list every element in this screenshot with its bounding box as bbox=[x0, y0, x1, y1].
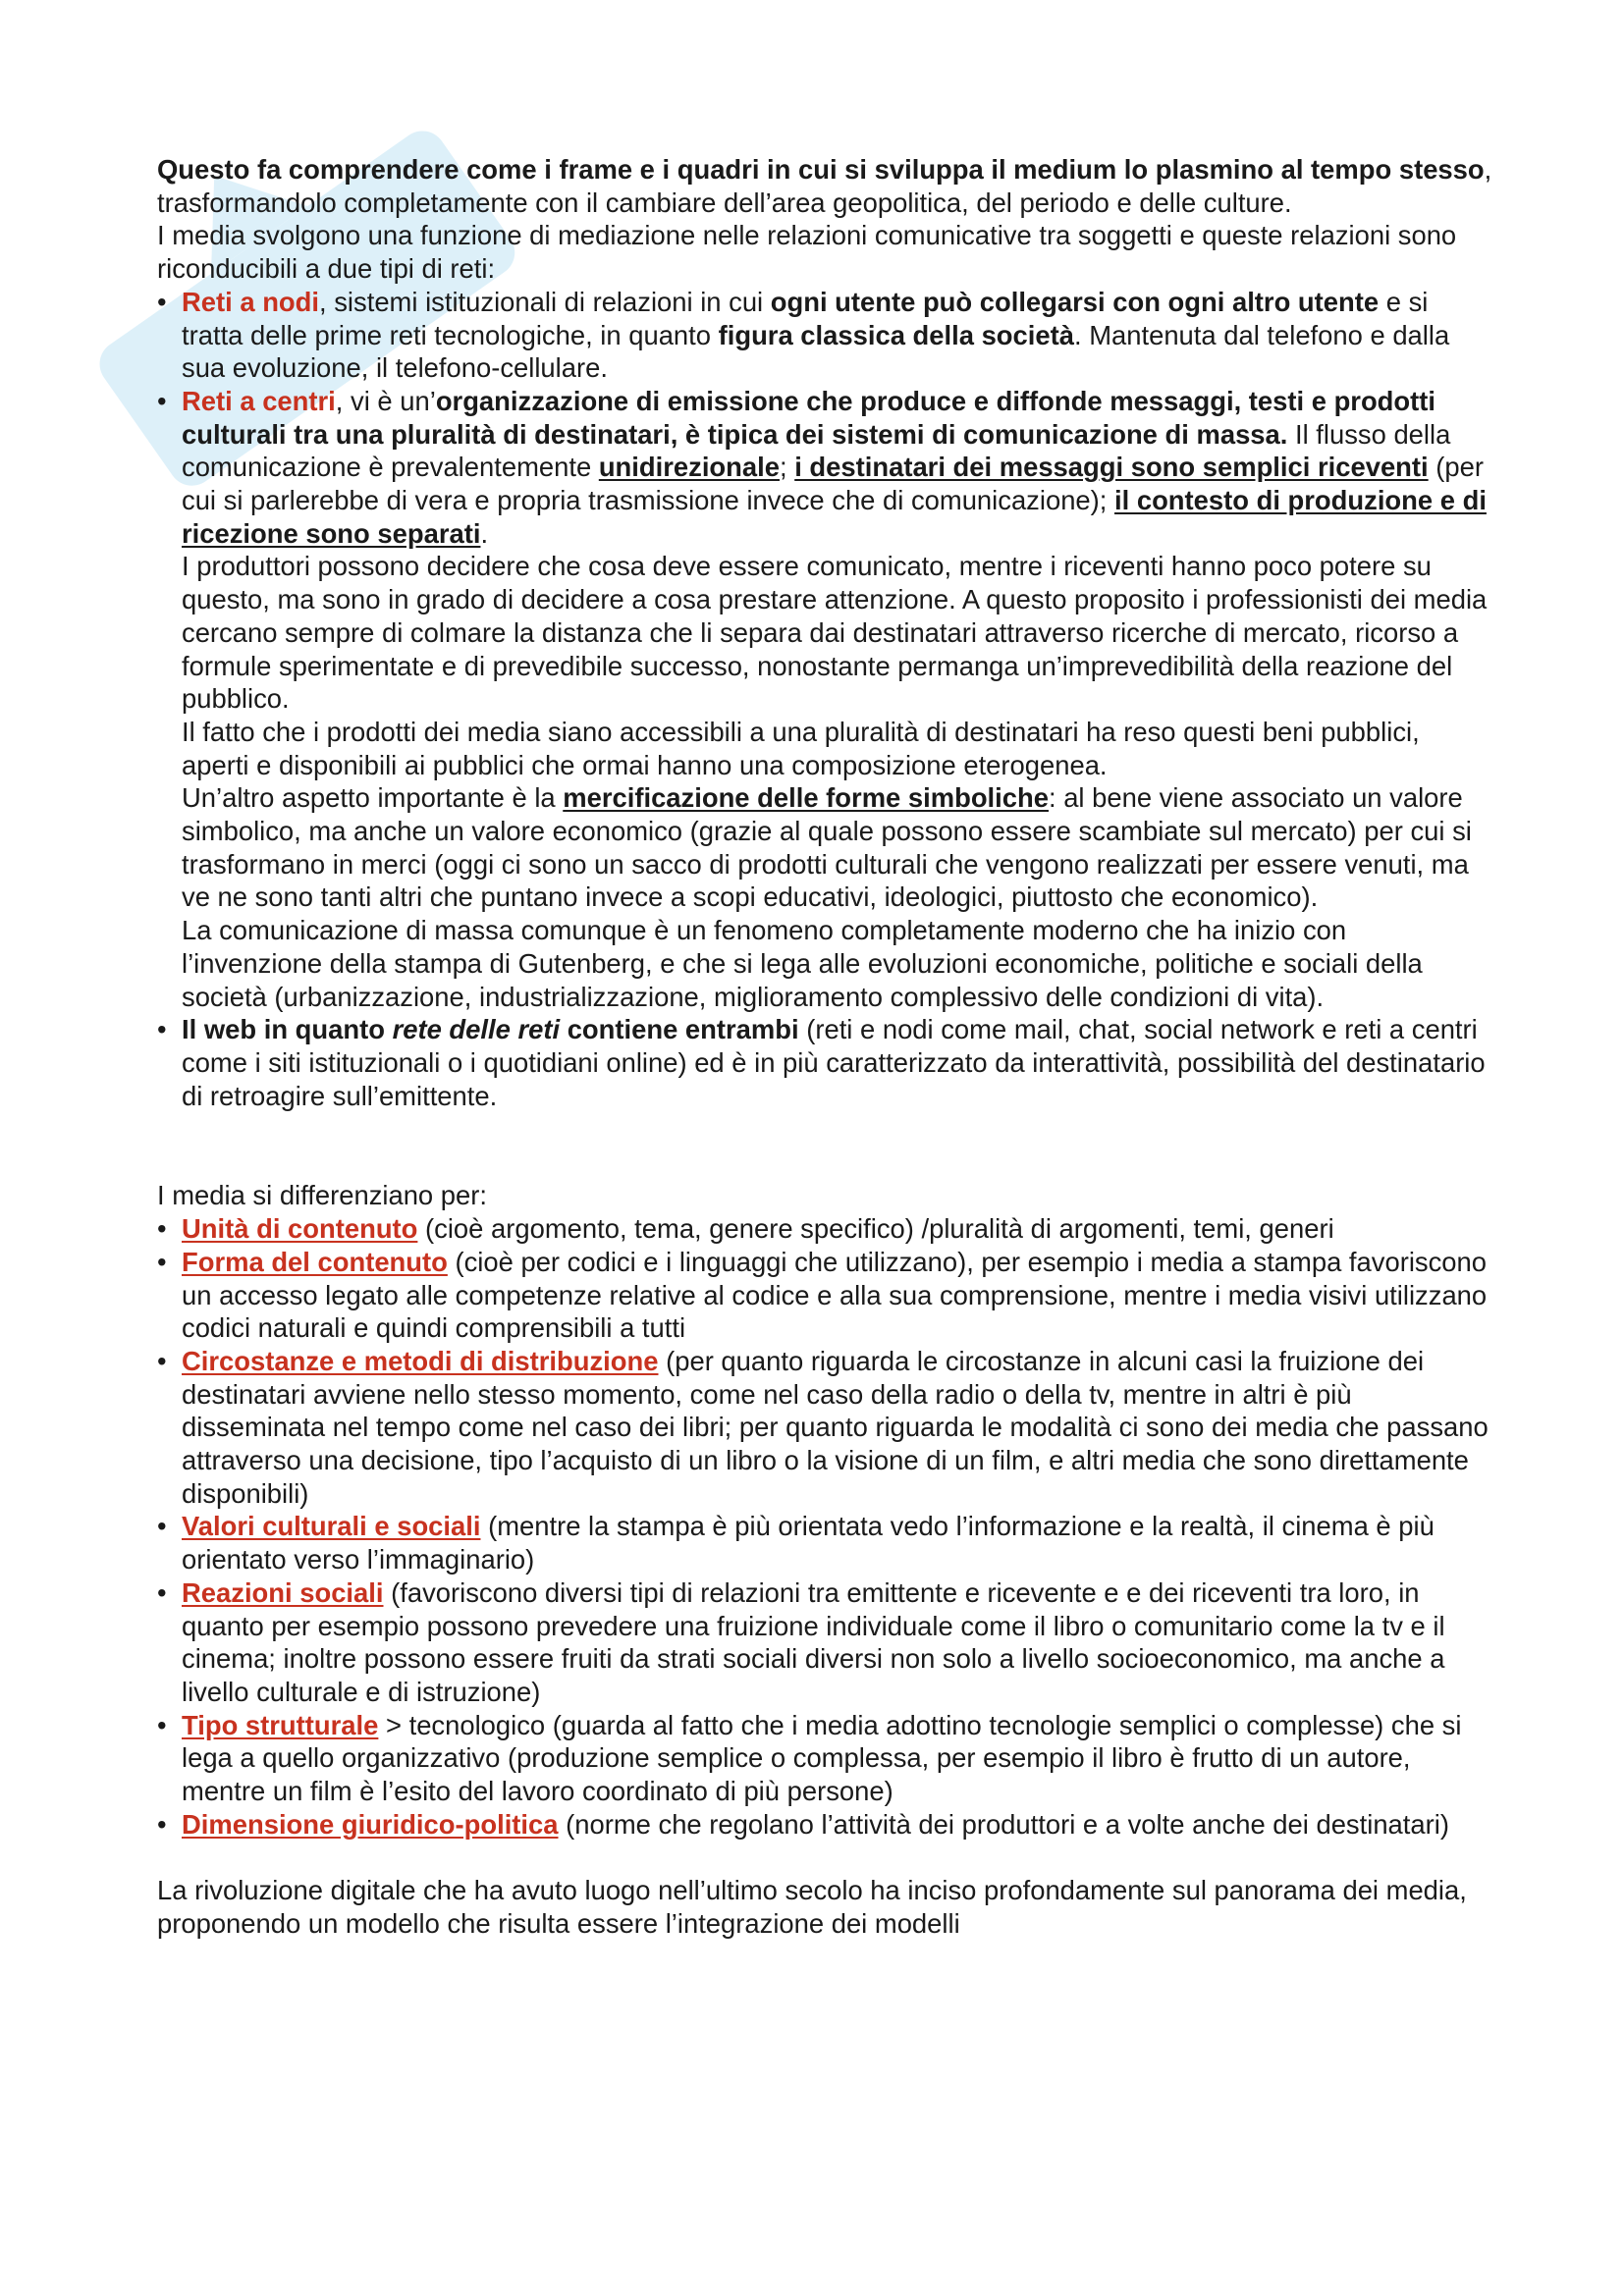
intro-networks-paragraph: I media svolgono una funzione di mediazione nelle relazioni comunicative tra soggetti e queste relazioni sono riconducibili a due tipi di reti: bbox=[157, 220, 1457, 285]
item-term: Circostanze e metodi di distribuzione bbox=[182, 1345, 659, 1376]
item-description: (favoriscono diversi tipi di relazioni tra emittente e ricevente e e dei riceventi tra loro, in quanto per esempio possono prevedere una fruizione individuale come il libro o comunitario come la tv e il cinema; inoltre possono essere fruiti da strati sociali diversi non solo a livello socioeconomico, ma anche a livello culturale e di istruzione) bbox=[182, 1576, 1445, 1707]
item-description: > tecnologico (guarda al fatto che i media adottino tecnologie semplici o complesse) che si lega a quello organizzativo (produzione semplice o complessa, per esempio il libro è frutto di un autore, mentre un film è l’esito del lavoro coordinato di più persone) bbox=[182, 1709, 1462, 1807]
paragraph: La comunicazione di massa comunque è un fenomeno completamente moderno che ha inizio con l’invenzione della stampa di Gutenberg, e che si lega alle evoluzioni economiche, politiche e sociali della società (urbanizzazione, industrializzazione, miglioramento complessivo delle condizioni di vita). bbox=[182, 915, 1423, 1012]
paragraph: Il fatto che i prodotti dei media siano accessibili a una pluralità di destinatari ha reso questi beni pubblici, aperti e disponibili ai pubblici che ormai hanno una composizione eterogenea. bbox=[182, 716, 1420, 780]
list-item bbox=[157, 1212, 1492, 1246]
item-term: Tipo strutturale bbox=[182, 1709, 379, 1740]
item-term: Dimensione giuridico-politica bbox=[182, 1808, 559, 1840]
item-description: (norme che regolano l’attività dei produttori e a volte anche dei destinatari) bbox=[558, 1808, 1449, 1840]
closing-paragraph: La rivoluzione digitale che ha avuto luogo nell’ultimo secolo ha inciso profondamente sul panorama dei media, proponendo un modello che risulta essere l’integrazione dei modelli bbox=[157, 1875, 1467, 1940]
differences-intro: I media si differenziano per: bbox=[157, 1180, 487, 1211]
list-item bbox=[157, 1345, 1492, 1511]
item-description: (cioè per codici e i linguaggi che utilizzano), per esempio i media a stampa favoriscono un accesso legato alle competenze relative al codice e alla sua comprensione, mentre i media visivi utilizzano codici naturali e quindi comprensibili a tutti bbox=[182, 1246, 1488, 1344]
list-item bbox=[157, 1709, 1492, 1808]
list-item bbox=[157, 1510, 1492, 1575]
list-item-reti-a-nodi: • Reti a nodi, sistemi istituzionali di relazioni in cui ogni utente può collegarsi con ogni altro utente e si tratta delle prime reti tecnologiche, in quanto figura classica della società. Mantenuta dal telefono e dalla sua evoluzione, il telefono-cellulare. bbox=[157, 286, 1492, 385]
item-term: Valori culturali e sociali bbox=[182, 1511, 481, 1542]
intro-paragraph: Questo fa comprendere come i frame e i quadri in cui si sviluppa il medium lo plasmino al tempo stesso, trasformandolo completamente con il cambiare dell’area geopolitica, del periodo e delle culture. bbox=[157, 154, 1492, 218]
list-item bbox=[157, 1808, 1492, 1842]
network-types-list bbox=[157, 286, 1492, 1113]
item-description: (cioè argomento, tema, genere specifico) /pluralità di argomenti, temi, generi bbox=[417, 1213, 1334, 1245]
item-description: (mentre la stampa è più orientata vedo l’informazione e la realtà, il cinema è più orientato verso l’immaginario) bbox=[182, 1511, 1435, 1575]
list-item bbox=[157, 1576, 1492, 1709]
differences-list bbox=[157, 1212, 1492, 1841]
paragraph: Un’altro aspetto importante è la mercificazione delle forme simboliche: al bene viene associato un valore simbolico, ma anche un valore economico (grazie al quale possono essere scambiate sul mercato) per cui si trasformano in merci (oggi ci sono un sacco di prodotti culturali che vengono realizzati per essere venuti, ma ve ne sono tanti altri che puntano invece a scopi educativi, ideologici, piuttosto che economico). bbox=[182, 782, 1472, 913]
item-term: Unità di contenuto bbox=[182, 1213, 418, 1245]
item-term: Reazioni sociali bbox=[182, 1576, 384, 1608]
list-item-web: • Il web in quanto rete delle reti contiene entrambi (reti e nodi come mail, chat, social network e reti a centri come i siti istituzionali o i quotidiani online) ed è in più caratterizzato da interattività, possibilità del destinatario di retroagire sull’emittente. bbox=[157, 1013, 1492, 1112]
document-body bbox=[157, 153, 1492, 1941]
list-item bbox=[157, 1246, 1492, 1345]
list-item-reti-a-centri: • Reti a centri, vi è un’organizzazione di emissione che produce e diffonde messaggi, testi e prodotti culturali tra una pluralità di destinatari, è tipica dei sistemi di comunicazione di massa. Il flusso della comunicazione è prevalentemente unidirezionale; i destinatari dei messaggi sono semplici riceventi (per cui si parlerebbe di vera e propria trasmissione invece che di comunicazione); il contesto di produzione e di ricezione sono separati. I produttori possono decidere che cosa deve essere comunicato, mentre i riceventi hanno poco potere su questo, ma sono in grado di decidere a cosa prestare attenzione. A questo proposito i professionisti dei media cercano sempre di colmare la distanza che li separa dai destinatari attraverso ricerche di mercato, ricorso a formule sperimentate e di prevedibile successo, nonostante permanga un’imprevedibilità della reazione del pubblico. Il fatto che i prodotti dei media siano accessibili a una pluralità di destinatari ha reso questi beni pubblici, aperti e disponibili ai pubblici che ormai hanno una composizione eterogenea. Un’altro aspetto importante è la mercificazione delle forme simboliche: al bene viene associato un valore simbolico, ma anche un valore economico (grazie al quale possono essere scambiate sul mercato) per cui si trasformano in merci (oggi ci sono un sacco di prodotti culturali che vengono realizzati per essere venuti, ma ve ne sono tanti altri che puntano invece a scopi educativi, ideologici, piuttosto che economico). La comunicazione di massa comunque è un fenomeno completamente moderno che ha inizio con l’invenzione della stampa di Gutenberg, e che si lega alle evoluzioni economiche, politiche e sociali della società (urbanizzazione, industrializzazione, miglioramento complessivo delle condizioni di vita). bbox=[157, 385, 1492, 1013]
item-term: Forma del contenuto bbox=[182, 1246, 448, 1277]
item-description: (per quanto riguarda le circostanze in alcuni casi la fruizione dei destinatari avviene nello stesso momento, come nel caso della radio o della tv, mentre in altri è più disseminata nel tempo come nel caso dei libri; per quanto riguarda le modalità ci sono dei media che passano attraverso una decisione, tipo l’acquisto di un libro o la visione di un film, e altri media che sono direttamente disponibili) bbox=[182, 1345, 1489, 1509]
paragraph: I produttori possono decidere che cosa deve essere comunicato, mentre i riceventi hanno poco potere su questo, ma sono in grado di decidere a cosa prestare attenzione. A questo proposito i professionisti dei media cercano sempre di colmare la distanza che li separa dai destinatari attraverso ricerche di mercato, ricorso a formule sperimentate e di prevedibile successo, nonostante permanga un’imprevedibilità della reazione del pubblico. bbox=[182, 551, 1488, 715]
